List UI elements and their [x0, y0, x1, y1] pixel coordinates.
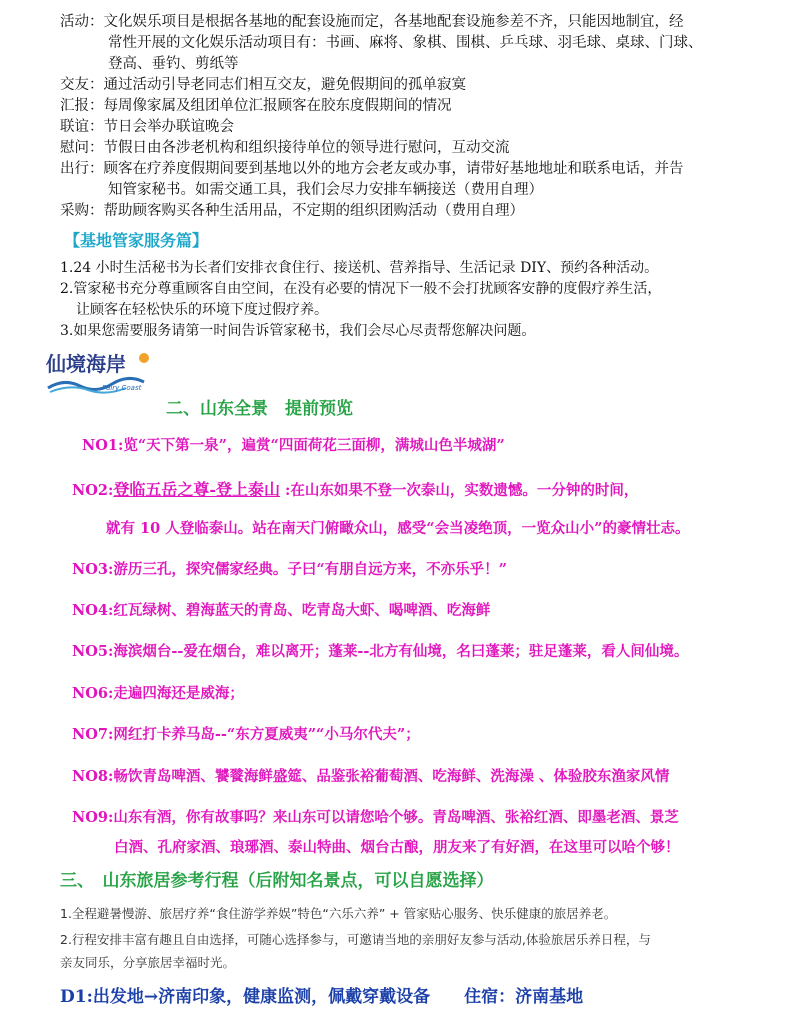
- service-text: 顾客在疗养度假期间要到基地以外的地方会老友或办事，请带好基地地址和联系电话，并告: [103, 161, 684, 177]
- preview-no2-prefix: NO2:: [72, 482, 114, 499]
- service-text: 登高、垂钓、剪纸等: [108, 56, 239, 72]
- service-label: 出行：: [60, 161, 104, 177]
- note-item: 亲友同乐，分享旅居幸福时光。: [60, 955, 236, 970]
- service-label: 汇报：: [60, 98, 104, 114]
- service-travel: [60, 159, 684, 180]
- service-text: 知管家秘书。如需交通工具，我们会尽力安排车辆接送（费用自理）: [108, 182, 543, 198]
- service-text: 节日会举办联谊晚会: [103, 119, 234, 135]
- preview-no2-link[interactable]: 登临五岳之尊-登上泰山: [113, 480, 280, 499]
- service-activity: [60, 12, 684, 33]
- preview-no1: NO1:览“天下第一泉”，遍赏“四面荷花三面柳，满城山色半城湖”: [82, 437, 505, 454]
- preview-no9: NO9:山东有酒，你有故事吗？来山东可以请您哈个够。青岛啤酒、张裕红酒、即墨老酒、景芝: [72, 809, 679, 826]
- service-text: 节假日由各涉老机构和组织接待单位的领导进行慰问，互动交流: [103, 140, 510, 156]
- butler-item: 1.24 小时生活秘书为长者们安排衣食住行、接送机、营养指导、生活记录 DIY、预约各种活动。: [60, 260, 659, 276]
- butler-item: 让顾客在轻松快乐的环境下度过假疗养。: [76, 302, 328, 318]
- service-label: 联谊：: [60, 119, 104, 135]
- service-text: 帮助顾客购买各种生活用品，不定期的组织团购活动（费用自理）: [103, 203, 524, 219]
- butler-item: 2.管家秘书充分尊重顾客自由空间，在没有必要的情况下一般不会打扰顾客安静的度假疗养生活，: [60, 281, 662, 297]
- service-label: 慰问：: [60, 140, 104, 156]
- service-label: 采购：: [60, 203, 104, 219]
- logo-text: 仙境海岸: [46, 352, 126, 376]
- preview-no3: NO3:游历三孔，探究儒家经典。子曰“有朋自远方来，不亦乐乎！”: [72, 561, 508, 578]
- service-text: 文化娱乐项目是根据各基地的配套设施而定，各基地配套设施参差不齐，只能因地制宜，经: [103, 14, 684, 30]
- preview-no7: NO7:网红打卡养马岛--“东方夏威夷”“小马尔代夫”；: [72, 726, 420, 743]
- section2-title: 二、山东全景 提前预览: [166, 399, 353, 419]
- preview-no2: [72, 477, 638, 500]
- service-report: [60, 96, 452, 117]
- section3-title: 三、 山东旅居参考行程（后附知名景点，可以自愿选择）: [60, 871, 494, 891]
- note-item: 1.全程避暑慢游、旅居疗养“食住游学养娱”特色“六乐六养” + 管家贴心服务、快乐健康的旅居养老。: [60, 906, 617, 921]
- preview-no9-cont: 白酒、孔府家酒、琅琊酒、泰山特曲、烟台古酿，朋友来了有好酒，在这里可以哈个够！: [114, 839, 680, 856]
- preview-no6: NO6:走遍四海还是威海；: [72, 685, 244, 702]
- butler-item: 3.如果您需要服务请第一时间告诉管家秘书，我们会尽心尽责帮您解决问题。: [60, 323, 536, 339]
- preview-no2-rest: :在山东如果不登一次泰山，实数遗憾。一分钟的时间，: [279, 482, 639, 499]
- service-label: 交友：: [60, 77, 104, 93]
- service-visit: [60, 138, 510, 159]
- logo-subtitle: Fairy Coast: [102, 384, 142, 392]
- butler-heading: 【基地管家服务篇】: [64, 231, 209, 250]
- service-text: 常性开展的文化娱乐活动项目有：书画、麻将、象棋、围棋、乒乓球、羽毛球、桌球、门球、: [108, 35, 703, 51]
- fairy-coast-logo: [44, 348, 162, 396]
- service-shopping: [60, 201, 524, 222]
- service-text: 通过活动引导老同志们相互交友，避免假期间的孤单寂寞: [103, 77, 466, 93]
- service-text: 每周像家属及组团单位汇报顾客在胶东度假期间的情况: [103, 98, 452, 114]
- service-friends: [60, 75, 466, 96]
- note-item: 2.行程安排丰富有趣且自由选择，可随心选择参与，可邀请当地的亲朋好友参与活动,体验旅居乐养日程，与: [60, 932, 651, 947]
- service-label: 活动：: [60, 14, 104, 30]
- preview-no2-cont: 就有 10 人登临泰山。站在南天门俯瞰众山，感受“会当凌绝顶，一览众山小”的豪情壮志。: [106, 520, 690, 537]
- preview-no8: NO8:畅饮青岛啤酒、饕餮海鲜盛筵、品鉴张裕葡萄酒、吃海鲜、洗海澡 、体验胶东渔家风情: [72, 768, 670, 785]
- service-party: [60, 117, 234, 138]
- preview-no5: NO5:海滨烟台--爱在烟台，难以离开；蓬莱--北方有仙境，名曰蓬莱；驻足蓬莱，看人间仙境。: [72, 643, 689, 660]
- day1-itinerary: D1:出发地→济南印象，健康监测，佩戴穿戴设备 住宿：济南基地: [60, 987, 584, 1007]
- preview-no4: NO4:红瓦绿树、碧海蓝天的青岛、吃青岛大虾、喝啤酒、吃海鲜: [72, 602, 491, 619]
